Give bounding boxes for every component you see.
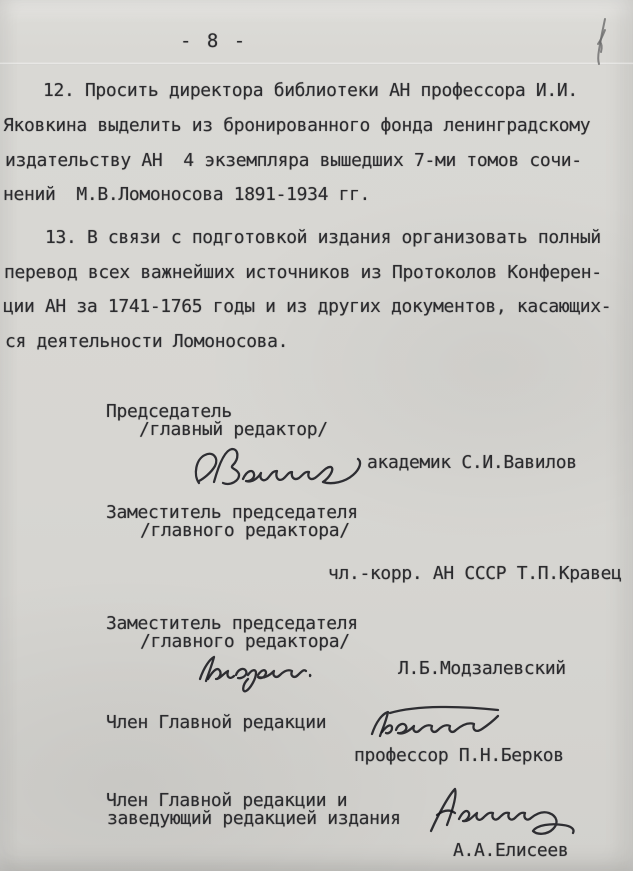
signatory-vavilov: академик С.И.Вавилов xyxy=(367,452,577,473)
paragraph-13-line-4: ся деятельности Ломоносова. xyxy=(5,331,289,352)
paragraph-12-line-4: нений М.В.Ломоносова 1891-1934 гг. xyxy=(3,184,371,205)
role-chairman-line-1: Председатель xyxy=(106,401,232,422)
paragraph-13-line-1: 13. В связи с подготовкой издания организовать полный xyxy=(45,227,601,248)
paragraph-13-line-3: ции АН за 1741-1765 годы и из других документов, касающих- xyxy=(3,296,612,317)
vavilov-signature xyxy=(192,442,364,497)
role-member1-line-1: Член Главной редакции xyxy=(106,712,327,733)
role-member2-line-2: заведующий редакцией издания xyxy=(107,808,401,829)
signatory-kravets: чл.-корр. АН СССР Т.П.Кравец xyxy=(328,563,622,584)
modzalevsky-signature xyxy=(192,645,317,695)
eliseev-signature xyxy=(425,783,590,843)
handwritten-pencil-mark-icon xyxy=(590,16,614,68)
role-member2-line-1: Член Главной редакции и xyxy=(106,790,348,811)
page-number: - 8 - xyxy=(180,30,248,52)
role-deputy2-line-2: /главного редактора/ xyxy=(140,631,350,652)
paragraph-13-line-2: перевод всех важнейших источников из Протоколов Конферен- xyxy=(4,262,602,283)
paragraph-12-line-3: издательству АН 4 экземпляра вышедших 7-ми томов сочи- xyxy=(5,150,582,171)
role-deputy2-line-1: Заместитель председателя xyxy=(106,613,358,634)
signatory-eliseev: А.А.Елисеев xyxy=(453,840,569,861)
berkov-signature xyxy=(362,700,507,745)
role-chairman-line-2: /главный редактор/ xyxy=(139,419,328,440)
paragraph-12-line-1: 12. Просить директора библиотеки АН профессора И.И. xyxy=(43,80,578,101)
paragraph-12-line-2: Яковкина выделить из бронированного фонда ленинградскому xyxy=(3,115,591,136)
signatory-modzalevsky: Л.Б.Модзалевский xyxy=(398,658,566,679)
role-deputy1-line-1: Заместитель председателя xyxy=(106,502,358,523)
signatory-berkov: профессор П.Н.Берков xyxy=(354,745,564,766)
role-deputy1-line-2: /главного редактора/ xyxy=(140,520,350,541)
scan-crease-line xyxy=(0,62,633,65)
